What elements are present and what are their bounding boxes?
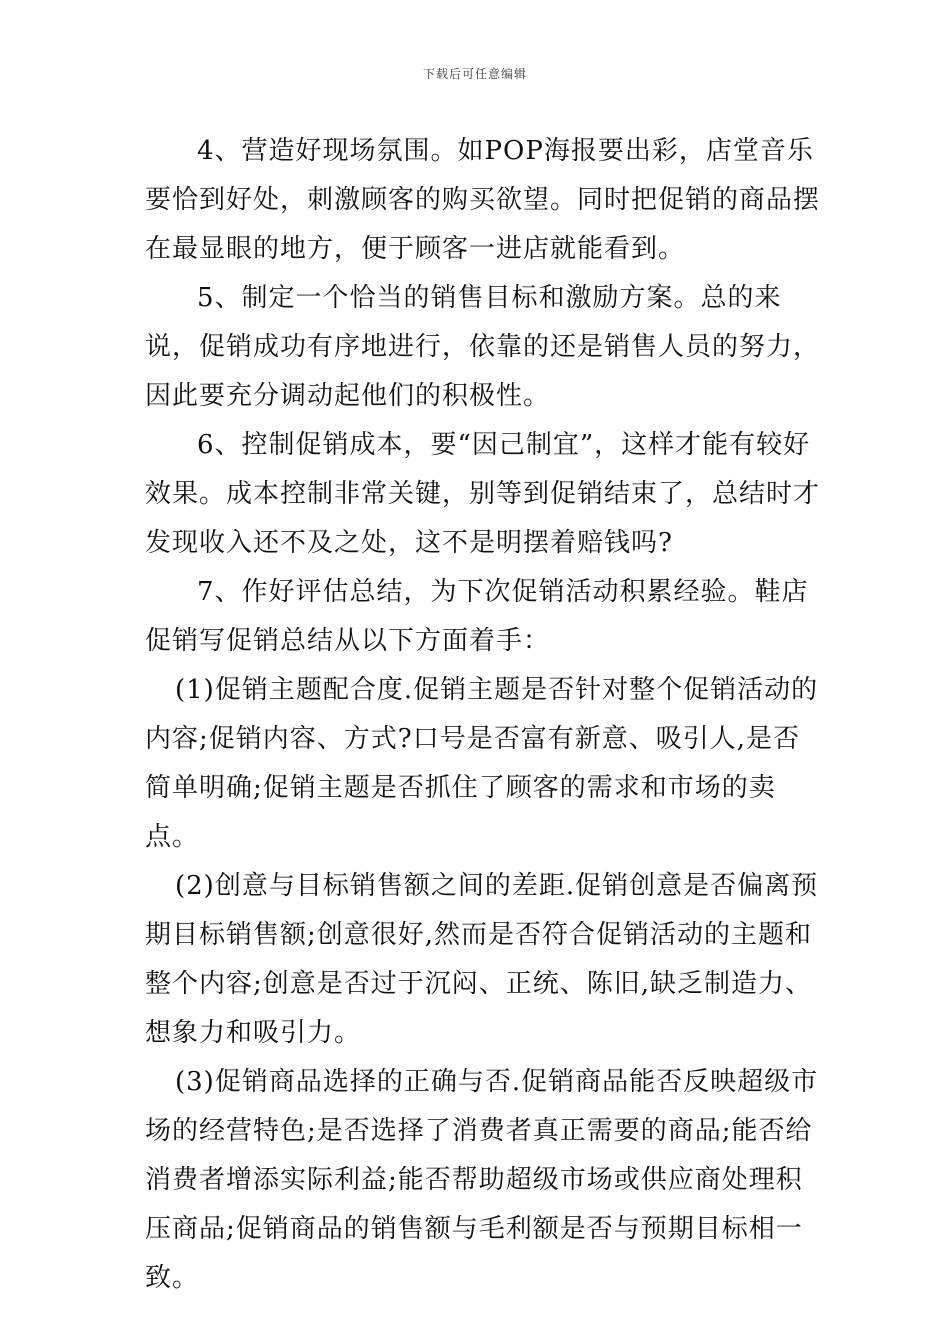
paragraph-item-5: 5、制定一个恰当的销售目标和激励方案。总的来说，促销成功有序地进行，依靠的还是销售人员的努力，因此要充分调动起他们的积极性。 (145, 283, 821, 411)
page-header: 下载后可任意编辑 (422, 67, 527, 81)
paragraph-item-7: 7、作好评估总结，为下次促销活动积累经验。鞋店促销写促销总结从以下方面着手： (145, 577, 809, 656)
paragraph-subitem-1: (1)促销主题配合度.促销主题是否针对整个促销活动的内容;促销内容、方式?口号是否富有新意、吸引人,是否简单明确;促销主题是否抓住了顾客的需求和市场的卖点。 (145, 675, 819, 852)
paragraph-item-6: 6、控制促销成本，要“因己制宜”，这样才能有较好效果。成本控制非常关键，别等到促销结束了，总结时才发现收入还不及之处，这不是明摆着赔钱吗? (145, 430, 821, 558)
paragraph-subitem-2: (2)创意与目标销售额之间的差距.促销创意是否偏离预期目标销售额;创意很好,然而是否符合促销活动的主题和整个内容;创意是否过于沉闷、正统、陈旧,缺乏制造力、想象力和吸引力。 (145, 871, 819, 1048)
document-body (145, 127, 825, 1303)
paragraph-item-4: 4、营造好现场氛围。如POP海报要出彩，店堂音乐要恰到好处，刺激顾客的购买欲望。同时把促销的商品摆在最显眼的地方，便于顾客一进店就能看到。 (145, 136, 821, 264)
paragraph-subitem-3: (3)促销商品选择的正确与否.促销商品能否反映超级市场的经营特色;是否选择了消费者真正需要的商品;能否给消费者增添实际利益;能否帮助超级市场或供应商处理积压商品;促销商品的销售额与毛利额是否与预期目标相一致。 (145, 1067, 819, 1293)
